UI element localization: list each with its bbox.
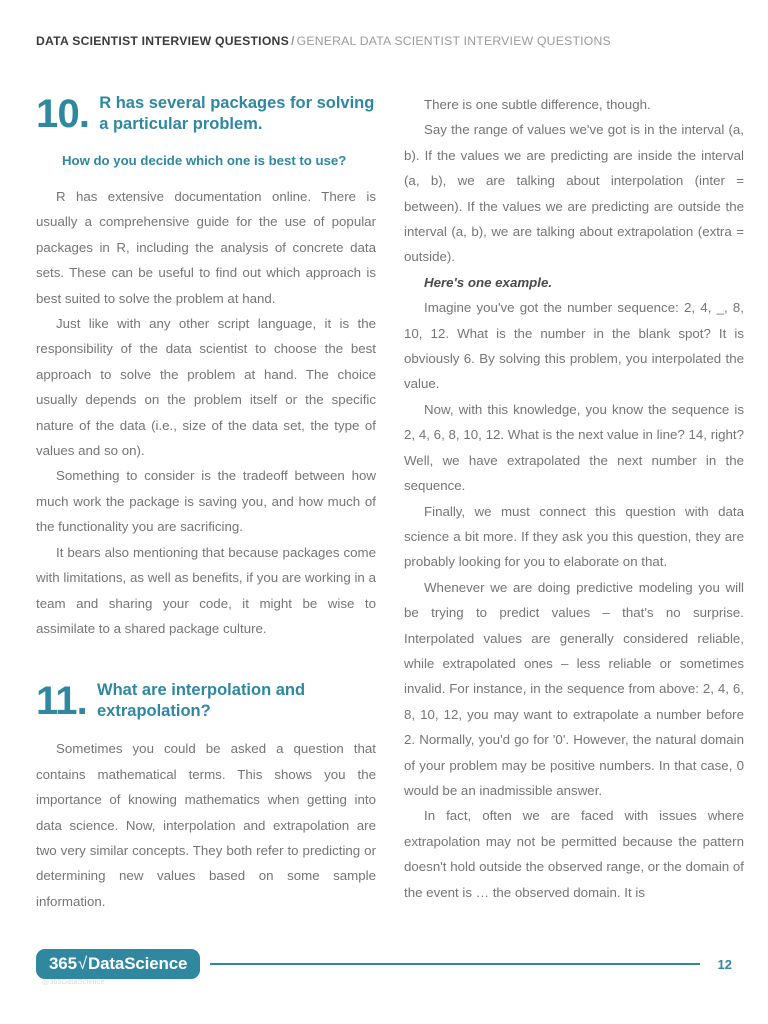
- paragraph: Now, with this knowledge, you know the sequence is 2, 4, 6, 8, 10, 12. What is the next value in line? 14, right? Well, we have extrapolated the next number in the sequence.: [404, 401, 744, 494]
- paragraph: R has extensive documentation online. There is usually a comprehensive guide for the use of popular packages in R, including the analysis of concrete data sets. These can be useful to find out which approach is best suited to solve the problem at hand.: [36, 189, 376, 306]
- section-spacer: [36, 641, 376, 679]
- paragraph: Just like with any other script language, it is the responsibility of the data scientist to choose the best approach to solve the problem at hand. The choice usually depends on the problem itself or the specific nature of the data (i.e., size of the data set, the type of values and so on).: [36, 316, 376, 459]
- question-10-heading: [36, 92, 376, 135]
- paragraph: There is one subtle difference, though.: [424, 97, 651, 112]
- brand-watermark: @365DataScience: [42, 979, 105, 986]
- question-10-title: R has several packages for solving a particular problem.: [99, 94, 375, 133]
- paragraph: Imagine you've got the number sequence: 2, 4, _, 8, 10, 12. What is the number in the blank spot? It is obviously 6. By solving this problem, you interpolated the value.: [404, 300, 744, 392]
- brand-logo-suffix: DataScience: [88, 954, 188, 973]
- question-10-number: 10.: [36, 92, 90, 136]
- content-columns: [36, 92, 744, 912]
- question-11-number: 11.: [36, 679, 87, 724]
- breadcrumb-section: DATA SCIENTIST INTERVIEW QUESTIONS: [36, 34, 289, 48]
- paragraph: Say the range of values we've got is in the interval (a, b). If the values we are predicting are inside the interval (a, b), we are talking about interpolation (inter = between). If the values we are predicting are outside the interval (a, b), we are talking about extrapolation (extra = outside).: [404, 122, 744, 265]
- right-column: [404, 92, 744, 912]
- paragraph: Sometimes you could be asked a question that contains mathematical terms. This shows you the importance of knowing mathematics when getting into data science. Now, interpolation and extrapolation are two very similar concepts. They both refer to predicting or determining new values based on some sample information.: [36, 741, 376, 909]
- paragraph: In fact, often we are faced with issues where extrapolation may not be permitted because the pattern doesn't hold outside the observed range, or the domain of the event is … the observed domain. It is: [404, 808, 744, 900]
- paragraph: Something to consider is the tradeoff between how much work the package is saving you, and how much of the functionality you are sacrificing.: [36, 468, 376, 535]
- question-10-subtitle: How do you decide which one is best to use?: [62, 153, 347, 168]
- brand-logo-prefix: 365: [49, 954, 77, 973]
- question-11-heading: [36, 679, 376, 722]
- square-root-icon: √: [77, 954, 88, 973]
- breadcrumb: [36, 34, 732, 48]
- breadcrumb-separator: /: [290, 34, 295, 48]
- question-11-title: What are interpolation and extrapolation?: [97, 681, 306, 721]
- breadcrumb-subsection: GENERAL DATA SCIENTIST INTERVIEW QUESTIONS: [296, 34, 611, 48]
- brand-logo-wrapper: [36, 949, 200, 986]
- page-number: 12: [717, 956, 732, 972]
- paragraph: Whenever we are doing predictive modeling you will be trying to predict values – that's no surprise. Interpolated values are generally considered reliable, while extrapolated ones – less reliable or sometimes invalid. For instance, in the sequence from above: 2, 4, 6, 8, 10, 12, you may want to extrapolate a number before 2. Normally, you'd go for '0'. However, the natural domain of your problem may be positive numbers. In that case, 0 would be an inadmissible answer.: [404, 579, 744, 798]
- page-footer: [36, 944, 732, 984]
- left-column: [36, 92, 376, 912]
- example-lead-in: Here's one example.: [424, 274, 553, 290]
- paragraph: It bears also mentioning that because packages come with limitations, as well as benefits, if you are working in a team and sharing your code, it might be wise to assimilate to a shared package culture.: [36, 544, 376, 636]
- paragraph: Finally, we must connect this question with data science a bit more. If they ask you this question, they are probably looking for you to elaborate on that.: [404, 503, 744, 570]
- brand-logo: [36, 949, 200, 979]
- footer-divider: [210, 963, 700, 965]
